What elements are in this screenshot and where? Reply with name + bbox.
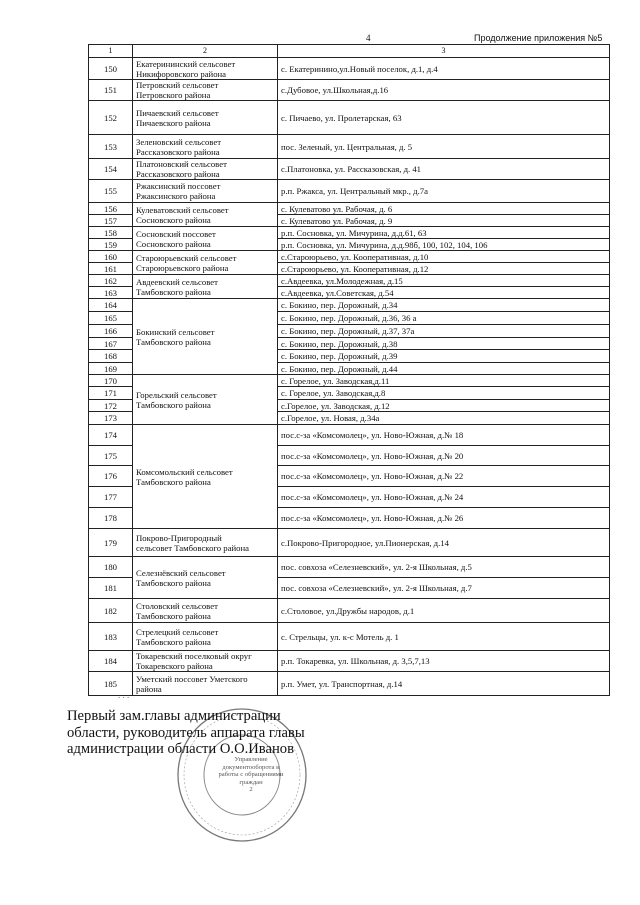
address-cell: пос.с-за «Комсомолец», ул. Ново-Южная, д.№ 24 <box>278 487 610 508</box>
column-header: 2 <box>133 45 278 58</box>
administration-cell: Токаревский поселковый округ Токаревского района <box>133 651 278 672</box>
row-number: 160 <box>89 251 133 263</box>
signature-block <box>67 708 305 758</box>
address-cell: р.п. Ржакса, ул. Центральный мкр., д.7а <box>278 180 610 203</box>
administration-cell: Стрелецкий сельсовет Тамбовского района <box>133 623 278 651</box>
row-number: 168 <box>89 350 133 363</box>
administration-cell: Бокинский сельсовет Тамбовского района <box>133 299 278 375</box>
address-cell: с.Авдеевка, ул.Советская, д.54 <box>278 287 610 299</box>
table-row <box>89 425 610 446</box>
administration-cell: Пичаевский сельсовет Пичаевского района <box>133 101 278 135</box>
row-number: 159 <box>89 239 133 251</box>
address-cell: р.п. Сосновка, ул. Мичурина, д.д.61, 63 <box>278 227 610 239</box>
address-cell: пос.с-за «Комсомолец», ул. Ново-Южная, д.№ 20 <box>278 446 610 466</box>
administration-cell: Платоновский сельсовет Рассказовского района <box>133 159 278 180</box>
signature-line-2: области, руководитель аппарата главы <box>67 724 305 741</box>
administration-cell: Горельский сельсовет Тамбовского района <box>133 375 278 425</box>
address-cell: с. Бокино, пер. Дорожный, д.34 <box>278 299 610 312</box>
table-row <box>89 299 610 312</box>
address-cell: с. Бокино, пер. Дорожный, д.38 <box>278 338 610 350</box>
table-row <box>89 651 610 672</box>
table-row <box>89 599 610 623</box>
address-cell: р.п. Умет, ул. Транспортная, д.14 <box>278 672 610 696</box>
table-row <box>89 672 610 696</box>
row-number: 164 <box>89 299 133 312</box>
address-cell: с. Кулеватово ул. Рабочая, д. 6 <box>278 203 610 215</box>
table-row <box>89 251 610 263</box>
administration-cell: Селезнёвский сельсовет Тамбовского района <box>133 557 278 599</box>
address-cell: с. Бокино, пер. Дорожный, д.44 <box>278 363 610 375</box>
administration-cell: Уметский поссовет Уметского района <box>133 672 278 696</box>
continuation-note: Продолжение приложения №5 <box>474 33 603 43</box>
administration-cell: Авдеевский сельсовет Тамбовского района <box>133 275 278 299</box>
page-number: 4 <box>366 33 371 43</box>
signature-line-1: Первый зам.главы администрации <box>67 708 281 724</box>
address-cell: с. Горелое, ул. Заводская,д.8 <box>278 387 610 400</box>
address-cell: с. Бокино, пер. Дорожный, д.36, 36 а <box>278 312 610 325</box>
row-number: 178 <box>89 508 133 529</box>
row-number: 162 <box>89 275 133 287</box>
address-cell: пос.с-за «Комсомолец», ул. Ново-Южная, д.№ 18 <box>278 425 610 446</box>
table-row <box>89 623 610 651</box>
address-cell: с.Горелое, ул. Заводская, д.12 <box>278 400 610 412</box>
row-number: 156 <box>89 203 133 215</box>
row-number: 180 <box>89 557 133 578</box>
signature-line-3: администрации области О.О.Иванов <box>67 741 294 757</box>
address-table <box>88 44 610 696</box>
row-number: 181 <box>89 578 133 599</box>
row-number: 184 <box>89 651 133 672</box>
address-cell: с.Авдеевка, ул.Молодежная, д.15 <box>278 275 610 287</box>
row-number: 175 <box>89 446 133 466</box>
stamp-text: Управление документооборота и работы с обращениями граждан 2 <box>218 756 284 794</box>
table-header-row <box>89 45 610 58</box>
row-number: 174 <box>89 425 133 446</box>
row-number: 166 <box>89 325 133 338</box>
address-cell: пос. совхоза «Селезневский», ул. 2-я Школьная, д.5 <box>278 557 610 578</box>
row-number: 155 <box>89 180 133 203</box>
address-cell: пос. Зеленый, ул. Центральная, д. 5 <box>278 135 610 159</box>
administration-cell: Петровский сельсовет Петровского района <box>133 80 278 101</box>
address-cell: с. Пичаево, ул. Пролетарская, 63 <box>278 101 610 135</box>
row-number: 171 <box>89 387 133 400</box>
administration-cell: Комсомольский сельсовет Тамбовского района <box>133 425 278 529</box>
row-number: 150 <box>89 58 133 80</box>
table-row <box>89 101 610 135</box>
address-cell: р.п. Токаревка, ул. Школьная, д. 3,5,7,13 <box>278 651 610 672</box>
address-cell: с.Платоновка, ул. Рассказовская, д. 41 <box>278 159 610 180</box>
row-number: 173 <box>89 412 133 425</box>
address-cell: с. Стрельцы, ул. к-с Мотель д. 1 <box>278 623 610 651</box>
address-cell: с. Бокино, пер. Дорожный, д.37, 37а <box>278 325 610 338</box>
address-cell: с. Екатеринино,ул.Новый поселок, д.1, д.4 <box>278 58 610 80</box>
row-number: 163 <box>89 287 133 299</box>
administration-cell: Староюрьевский сельсовет Староюрьевского района <box>133 251 278 275</box>
row-number: 154 <box>89 159 133 180</box>
table-row <box>89 80 610 101</box>
address-cell: с. Кулеватово ул. Рабочая, д. 9 <box>278 215 610 227</box>
address-cell: пос.с-за «Комсомолец», ул. Ново-Южная, д.№ 26 <box>278 508 610 529</box>
administration-cell: Ржаксинский поссовет Ржаксинского района <box>133 180 278 203</box>
column-header: 1 <box>89 45 133 58</box>
row-number: 151 <box>89 80 133 101</box>
address-cell: р.п. Сосновка, ул. Мичурина, д.д.98б, 100, 102, 104, 106 <box>278 239 610 251</box>
row-number: 179 <box>89 529 133 557</box>
address-cell: пос.с-за «Комсомолец», ул. Ново-Южная, д.№ 22 <box>278 466 610 487</box>
administration-cell: Екатерининский сельсовет Никифоровского района <box>133 58 278 80</box>
row-number: 185 <box>89 672 133 696</box>
address-cell: с. Горелое, ул. Заводская,д.11 <box>278 375 610 387</box>
table-row <box>89 275 610 287</box>
row-number: 182 <box>89 599 133 623</box>
address-cell: с.Столовое, ул.Дружбы народов, д.1 <box>278 599 610 623</box>
address-cell: с. Бокино, пер. Дорожный, д.39 <box>278 350 610 363</box>
table-row <box>89 227 610 239</box>
row-number: 167 <box>89 338 133 350</box>
administration-cell: Столовский сельсовет Тамбовского района <box>133 599 278 623</box>
table-row <box>89 180 610 203</box>
row-number: 176 <box>89 466 133 487</box>
row-number: 153 <box>89 135 133 159</box>
row-number: 177 <box>89 487 133 508</box>
dotted-mark: . . . <box>118 690 130 700</box>
row-number: 152 <box>89 101 133 135</box>
row-number: 169 <box>89 363 133 375</box>
table-row <box>89 135 610 159</box>
administration-cell: Зеленовский сельсовет Рассказовского района <box>133 135 278 159</box>
table-row <box>89 159 610 180</box>
address-cell: пос. совхоза «Селезневский», ул. 2-я Школьная, д.7 <box>278 578 610 599</box>
row-number: 172 <box>89 400 133 412</box>
administration-cell: Покрово-Пригородный сельсовет Тамбовского района <box>133 529 278 557</box>
address-cell: с.Горелое, ул. Новая, д.34а <box>278 412 610 425</box>
administration-cell: Сосновский поссовет Сосновского района <box>133 227 278 251</box>
address-cell: с.Староюрьево, ул. Кооперативная, д.12 <box>278 263 610 275</box>
address-cell: с.Дубовое, ул.Школьная,д.16 <box>278 80 610 101</box>
row-number: 161 <box>89 263 133 275</box>
address-cell: с.Староюрьево, ул. Кооперативная, д.10 <box>278 251 610 263</box>
table-row <box>89 375 610 387</box>
row-number: 158 <box>89 227 133 239</box>
column-header: 3 <box>278 45 610 58</box>
table-row <box>89 557 610 578</box>
row-number: 157 <box>89 215 133 227</box>
address-cell: с.Покрово-Пригородное, ул.Пионерская, д.14 <box>278 529 610 557</box>
row-number: 165 <box>89 312 133 325</box>
administration-cell: Кулеватовский сельсовет Сосновского района <box>133 203 278 227</box>
table-row <box>89 529 610 557</box>
row-number: 183 <box>89 623 133 651</box>
row-number: 170 <box>89 375 133 387</box>
table-row <box>89 203 610 215</box>
table-row <box>89 58 610 80</box>
